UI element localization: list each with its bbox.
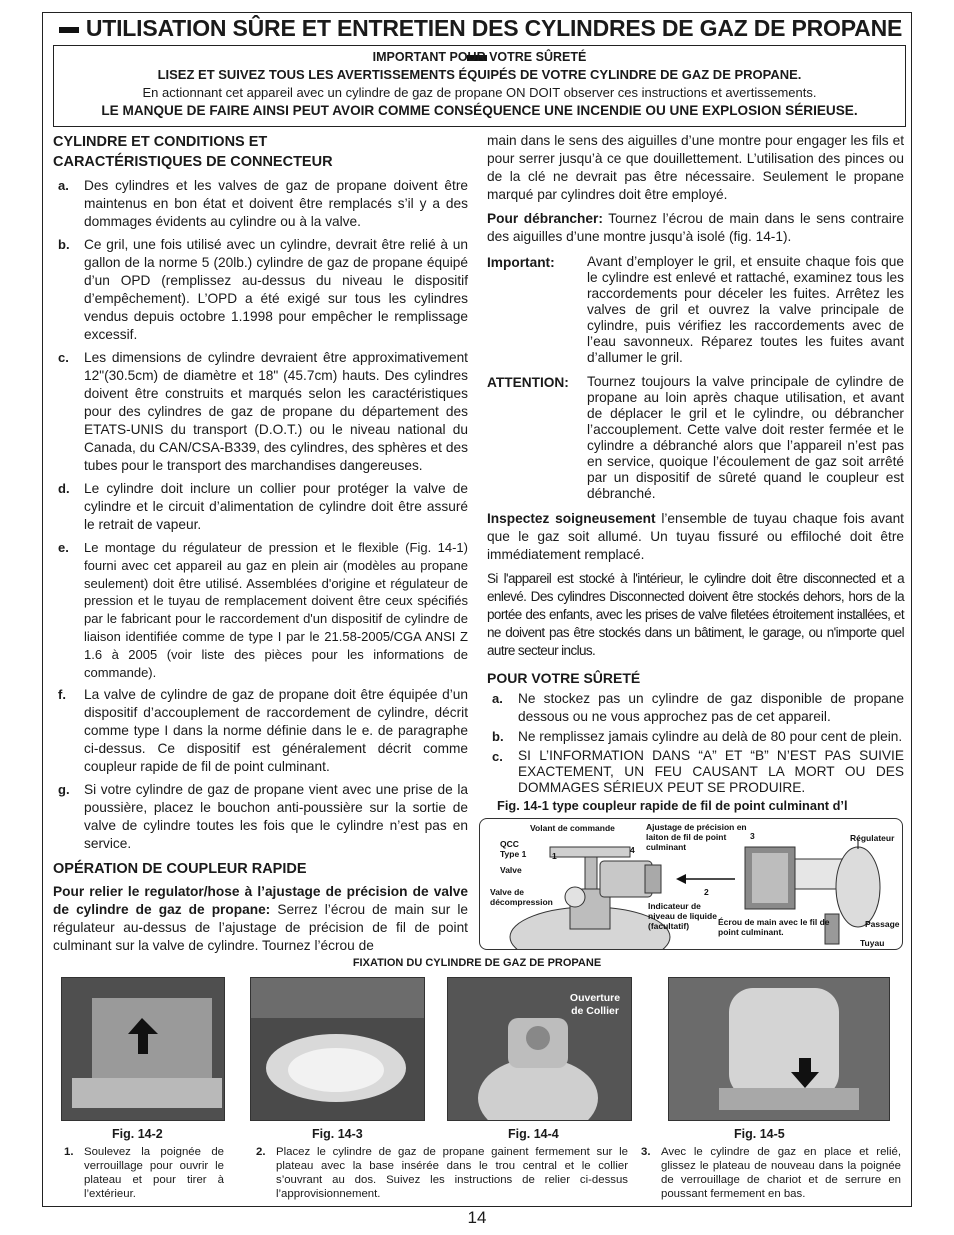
item-label: e. (58, 540, 69, 555)
item-text: Le montage du régulateur de pression et le flexible (Fig. 14-1) fourni avec cet appareil au gaz en plein air (modèles au propane seulement) doit être utilisé. Assemblées d'origine et régulateur de pression et le tuyau de remplacement doivent être ceux spécifiés par le fabricant pour le raccordement d'un dispositif de cylindre de liaison identifiée comme de type I par le 21.58-2005/CGA ANSI Z 1.6 à 2005 (voir liste des pièces pour les informations de commande). (84, 540, 468, 680)
label-indicateur: Indicateur de niveau de liquide (facultatif) (648, 901, 717, 931)
item-label: d. (58, 481, 70, 496)
label-qcc: QCC Type 1 (500, 839, 527, 859)
callout-4: 4 (630, 845, 635, 855)
list-item (53, 236, 468, 344)
step-text: Avec le cylindre de gaz en place et relié, glissez le plateau de nouveau dans la poignée de verrouillage de chariot et de serrure en poussant fermement en bas. (661, 1146, 901, 1200)
list-item (53, 686, 468, 776)
title-bar-left (59, 27, 79, 33)
cylinder-heading-2: CARACTÉRISTIQUES DE CONNECTEUR (53, 154, 333, 170)
left-column (53, 132, 468, 955)
attention-text: Tournez toujours la valve principale de cylindre de propane au loin après chaque utilisation, et avant de déplacer le gril et le cylindre, ou débrancher l’accouplement. Cette valve doit rester fermée et le cylindre a débranché alors que l’appareil n’est pas en service, quoique l’écoulement de gaz soit arrêté par un dispositif de sûreté quand le coupleur est débranché. (587, 374, 904, 501)
label-ajustage: Ajustage de précision en laiton de fil de point culminant (646, 822, 747, 852)
important-note (487, 254, 904, 366)
item-text: Si votre cylindre de gaz de propane vient avec une prise de la poussière, placez le bouchon anti-poussière sur la sortie de valve de cylindre toutes les fois que le cylindre n’est pas en service. (84, 782, 468, 852)
step-2 (256, 1145, 628, 1201)
title-text: UTILISATION SÛRE ET ENTRETIEN DES CYLINDRES DE GAZ DE PROPANE (85, 15, 903, 41)
list-item (53, 539, 468, 681)
label-volant: Volant de commande (530, 823, 615, 833)
photo-fig-14-2 (61, 977, 225, 1121)
warning-note: En actionnant cet appareil avec un cylindre de gaz de propane ON DOIT observer ces instructions et avertissements. (142, 85, 817, 100)
right-column (487, 132, 904, 796)
list-item (53, 480, 468, 534)
step-number: 1. (64, 1146, 74, 1158)
step-text: Placez le cylindre de gaz de propane gainent fermement sur le plateau avec la base insérée dans le trou central et le collier s’ouvrant au dos. Suivez les instructions de relier ci-dessus l’approvisionnement. (276, 1146, 628, 1200)
label-valve: Valve (500, 865, 522, 875)
label-ecrou: Écrou de main avec le fil de point culminant. (718, 917, 830, 937)
photo-fig-14-5 (668, 977, 890, 1121)
important-label: Important: (487, 255, 555, 270)
figure-14-1-caption: Fig. 14-1 type coupleur rapide de fil de point culminant d’l (497, 798, 848, 813)
list-item (487, 748, 904, 796)
photo-fig-14-3-image (251, 978, 425, 1121)
callout-2: 2 (704, 887, 709, 897)
item-label: b. (58, 237, 70, 252)
warning-consequence: LE MANQUE DE FAIRE AINSI PEUT AVOIR COMME CONSÉQUENCE UNE INCENDIE OU UNE EXPLOSION SÉRIEUSE. (101, 103, 858, 118)
item-text: Le cylindre doit inclure un collier pour protéger la valve de cylindre et le circuit d’alimentation de cylindre doit être assuré le retrait de vapeur. (84, 481, 468, 532)
item-label: f. (58, 687, 66, 703)
important-text: Avant d’employer le gril, et ensuite chaque fois que le cylindre est enlevé et rattaché, examinez tous les raccordements pour déceler les fuites. Arrêtez les valves de gril et ouvrez la valve principale de cylindre, puis vérifiez les raccordements avec de l’eau savonneux. Réparez toutes les fuites avant d’allumer le gril. (587, 254, 904, 365)
cylinder-heading-1: CYLINDRE ET CONDITIONS ET (53, 134, 268, 150)
label-regulateur: Régulateur (850, 833, 895, 843)
list-item (53, 781, 468, 853)
attention-label: ATTENTION: (487, 375, 569, 390)
coupler-text: Serrez l’écrou de main sur le régulateur au-dessus de l’ajustage de précision de fil de point culminant sur la valve de cylindre. Tournez l’écrou de (53, 902, 468, 954)
label-valve-decompression: Valve de décompression (490, 887, 553, 907)
list-item (53, 177, 468, 231)
coupler-paragraph (53, 883, 468, 955)
inspect-paragraph (487, 510, 904, 564)
list-item (487, 728, 904, 746)
coupler-heading: OPÉRATION DE COUPLEUR RAPIDE (53, 861, 307, 878)
inspect-text: l’ensemble de tuyau chaque fois avant que le gaz soit allumé. Un tuyau fissuré ou effiloché doit être immédiatement remplacé. (487, 511, 904, 562)
photo-fig-14-5-image (669, 978, 890, 1121)
photo-fig-14-3 (250, 977, 425, 1121)
step-1 (64, 1145, 224, 1201)
attention-note (487, 374, 904, 502)
collar-opening-label: Ouverture de Collier (569, 992, 621, 1017)
figure-14-4-caption: Fig. 14-4 (508, 1127, 559, 1141)
disconnect-bold: Pour débrancher: (487, 211, 603, 226)
inspect-bold: Inspectez soigneusement (487, 511, 656, 526)
page-number: 14 (467, 1208, 487, 1227)
item-text: Des cylindres et les valves de gaz de propane doivent être maintenus en bon état et doivent être remplacés s’il y a des dommages évidents au cylindre ou à la valve. (84, 178, 468, 229)
list-item (53, 349, 468, 475)
callout-3: 3 (750, 831, 755, 841)
coupler-diagram (479, 818, 903, 950)
step-3 (641, 1145, 901, 1201)
callout-1: 1 (552, 851, 557, 861)
item-label: c. (58, 350, 69, 365)
fixation-caption: FIXATION DU CYLINDRE DE GAZ DE PROPANE (352, 957, 602, 969)
coupler-continuation: main dans le sens des aiguilles d’une montre pour engager les fils et pour serrer jusqu’à ce que douillettement. L’utilisation des pinces ou de la clé ne devrait pas être nécessaire. Seulement le propane marqué par cylindres doit être employé. (487, 133, 904, 202)
figure-14-5-caption: Fig. 14-5 (734, 1127, 785, 1141)
item-label: g. (58, 782, 70, 798)
photo-fig-14-4 (447, 977, 632, 1121)
label-passage: Passage (865, 919, 900, 929)
item-label: a. (492, 691, 503, 706)
warning-instruction: LISEZ ET SUIVEZ TOUS LES AVERTISSEMENTS ÉQUIPÉS DE VOTRE CYLINDRE DE GAZ DE PROPANE. (157, 67, 802, 82)
photo-fig-14-2-image (62, 978, 225, 1121)
step-number: 3. (641, 1146, 651, 1158)
item-text: Ce gril, une fois utilisé avec un cylindre, devrait être relié à un gallon de la norme 5 (20lb.) cylindre de gaz de propane équipé d’un OPD (remplissez au-dessus du niveau le dispositif d’empêchement). L’OPD a été exigé sur tous les cylindres vendus depuis octobre 1.1998 pour empêcher le remplissage excessif. (84, 237, 468, 342)
step-number: 2. (256, 1146, 266, 1158)
item-text: SI L’INFORMATION DANS “A” ET “B” N’EST PAS SUIVIE EXACTEMENT, UN FEU CAUSANT LA MORT OU DES DOMMAGES SÉRIEUX PEUT SE PRODUIRE. (518, 748, 904, 795)
figure-14-3-caption: Fig. 14-3 (312, 1127, 363, 1141)
list-item (487, 690, 904, 726)
disconnect-paragraph (487, 210, 904, 246)
item-label: c. (492, 749, 503, 764)
safety-heading: POUR VOTRE SÛRETÉ (487, 670, 641, 686)
item-text: Les dimensions de cylindre devraient être approximativement 12"(30.5cm) de diamètre et 18" (45.7cm) hauts. Des cylindres doivent être construits et marqués selon les caractéristiques pour des cylindres de gaz de propane du département des ETATS-UNIS du transport (D.O.T.) ou le niveau national du Canada, du CAN/CSA-B339, des cylindres, des sphères et des tubes pour le transport des marchandises dangereuses. (84, 350, 468, 473)
coupler-bold: Pour relier le regulator/hose à l’ajustage de précision de valve de cylindre de gaz de propane: (53, 884, 468, 918)
item-label: b. (492, 729, 504, 744)
disconnect-text: Tournez l’écrou de main dans le sens contraire des aiguilles d’une montre jusqu’à isolé (fig. 14-1). (487, 211, 904, 244)
item-text: La valve de cylindre de gaz de propane doit être équipée d’un dispositif d’accouplement de raccordement de cylindre, décrit comme type I dans la norme définie dans le e. de paragraphe ci-dessus. Ce dispositif est généralement décrit comme coupleur rapide de fil de point culminant. (84, 687, 468, 775)
item-text: Ne remplissez jamais cylindre au delà de 80 pour cent de plein. (518, 729, 903, 744)
warning-heading: IMPORTANT POUR VOTRE SÛRETÉ (372, 50, 587, 64)
item-text: Ne stockez pas un cylindre de gaz disponible de propane dessous ou ne vous approchez pas de cet appareil. (518, 691, 904, 724)
safety-warning-box (53, 45, 906, 127)
label-tuyau: Tuyau (860, 938, 885, 948)
step-text: Soulevez la poignée de verrouillage pour ouvrir le plateau et pour tirer à l’extérieur. (84, 1146, 224, 1200)
storage-paragraph: Si l'appareil est stocké à l'intérieur, le cylindre doit être disconnected et a enlevé. Des cylindres Disconnected doivent être stockés dehors, hors de la portée des enfants, avec les prises de valve filetées étroitement installées, et ne doivent pas être stockés dans un bâtiment, le garage, ou n'importe quel autre secteur inclus. (487, 571, 904, 658)
item-label: a. (58, 178, 69, 193)
figure-14-2-caption: Fig. 14-2 (112, 1127, 163, 1141)
